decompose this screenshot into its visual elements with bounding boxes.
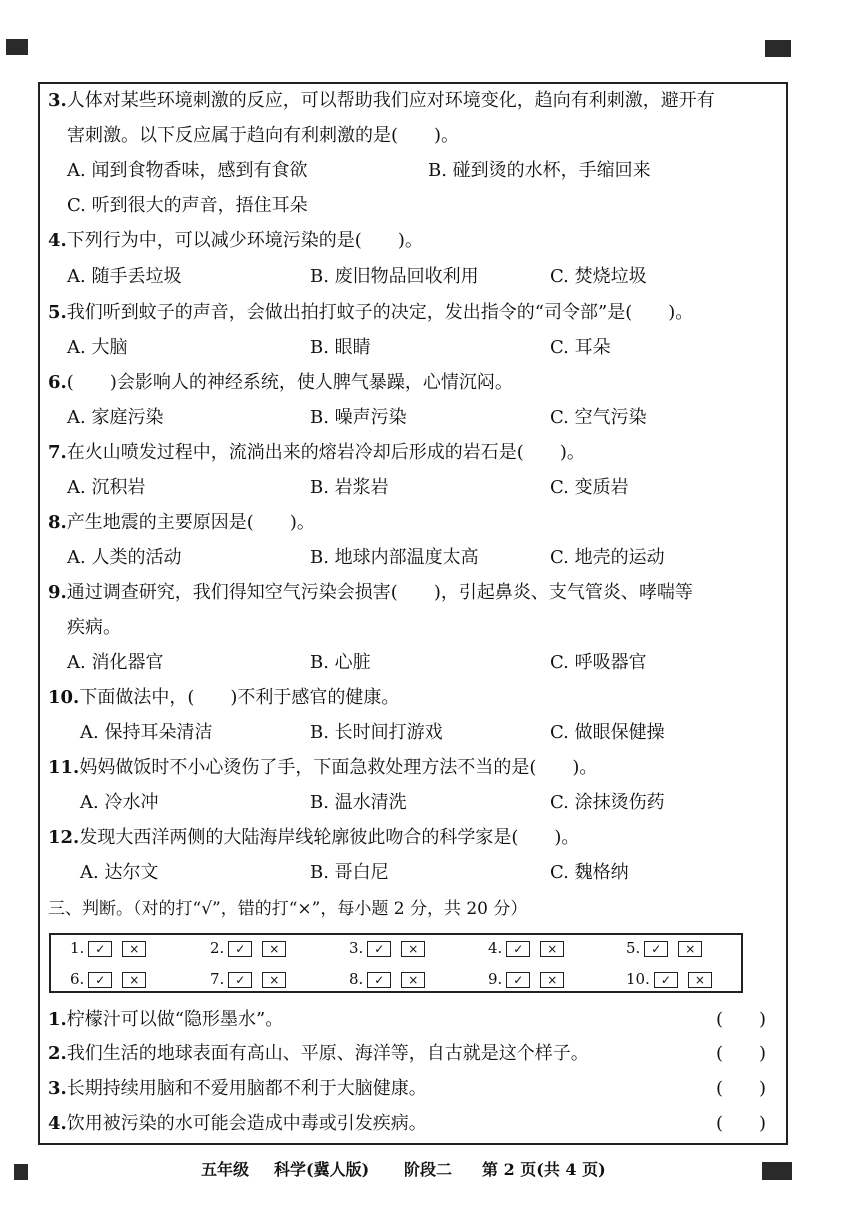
judgment-statement: 3.长期持续用脑和不爱用脑都不利于大脑健康。 <box>48 1078 427 1099</box>
question: 5.我们听到蚊子的声音，会做出拍打蚊子的决定，发出指令的“司令部”是( )。 <box>48 302 694 323</box>
check-box[interactable]: ✓ <box>654 972 678 988</box>
question: 4.下列行为中，可以减少环境污染的是( )。 <box>48 230 423 251</box>
cross-box[interactable]: × <box>540 972 564 988</box>
cross-box[interactable]: × <box>262 972 286 988</box>
cross-box[interactable]: × <box>540 941 564 957</box>
answer-cell: 5. ✓ × <box>626 937 712 959</box>
check-box[interactable]: ✓ <box>506 941 530 957</box>
answer-cell: 3. ✓ × <box>349 937 435 959</box>
question: 3.人体对某些环境刺激的反应，可以帮助我们应对环境变化，趋向有利刺激，避开有 <box>48 90 715 111</box>
option: C. 呼吸器官 <box>550 652 647 673</box>
answer-cell: 10. ✓ × <box>626 968 722 990</box>
option: C. 焚烧垃圾 <box>550 266 647 287</box>
check-box[interactable]: ✓ <box>88 972 112 988</box>
section-title: 三、判断。（对的打“√”，错的打“×”，每小题 2 分，共 20 分） <box>48 899 528 919</box>
check-box[interactable]: ✓ <box>228 972 252 988</box>
option: C. 变质岩 <box>550 477 629 498</box>
footer-stage: 阶段二 <box>404 1160 453 1179</box>
question-continuation: 害刺激。以下反应属于趋向有利刺激的是( )。 <box>67 125 460 146</box>
option: A. 保持耳朵清洁 <box>80 722 213 743</box>
option: A. 闻到食物香味，感到有食欲 <box>67 160 308 181</box>
option: B. 岩浆岩 <box>310 477 389 498</box>
judgment-statement: 2.我们生活的地球表面有高山、平原、海洋等，自古就是这个样子。 <box>48 1043 589 1064</box>
check-box[interactable]: ✓ <box>228 941 252 957</box>
option: A. 人类的活动 <box>67 547 182 568</box>
option: C. 空气污染 <box>550 407 647 428</box>
cross-box[interactable]: × <box>122 972 146 988</box>
judgment-statement: 4.饮用被污染的水可能会造成中毒或引发疾病。 <box>48 1113 427 1134</box>
option: B. 心脏 <box>310 652 371 673</box>
registration-mark <box>14 1164 28 1180</box>
option: C. 耳朵 <box>550 337 611 358</box>
question: 6.( )会影响人的神经系统，使人脾气暴躁，心情沉闷。 <box>48 372 513 393</box>
footer-page: 第 2 页(共 4 页) <box>482 1160 606 1179</box>
option: A. 大脑 <box>67 337 128 358</box>
answer-cell: 1. ✓ × <box>70 937 156 959</box>
question: 8.产生地震的主要原因是( )。 <box>48 512 315 533</box>
check-box[interactable]: ✓ <box>644 941 668 957</box>
check-box[interactable]: ✓ <box>506 972 530 988</box>
cross-box[interactable]: × <box>401 941 425 957</box>
footer-grade: 五年级 <box>201 1160 250 1179</box>
answer-cell: 4. ✓ × <box>488 937 574 959</box>
check-box[interactable]: ✓ <box>367 941 391 957</box>
option: A. 达尔文 <box>80 862 159 883</box>
question: 9.通过调查研究，我们得知空气污染会损害( )，引起鼻炎、支气管炎、哮喘等 <box>48 582 693 603</box>
option: A. 消化器官 <box>67 652 164 673</box>
answer-blank[interactable]: ( ) <box>716 1043 767 1064</box>
option: C. 涂抹烫伤药 <box>550 792 665 813</box>
cross-box[interactable]: × <box>262 941 286 957</box>
option: C. 听到很大的声音，捂住耳朵 <box>67 195 308 216</box>
option: B. 温水清洗 <box>310 792 407 813</box>
question-continuation: 疾病。 <box>67 617 121 638</box>
footer-subject: 科学(冀人版) <box>274 1160 370 1179</box>
answer-blank[interactable]: ( ) <box>716 1009 767 1030</box>
option: C. 魏格纳 <box>550 862 629 883</box>
option: B. 地球内部温度太高 <box>310 547 479 568</box>
answer-blank[interactable]: ( ) <box>716 1113 767 1134</box>
option: A. 随手丢垃圾 <box>67 266 182 287</box>
registration-mark <box>6 39 28 55</box>
option: B. 废旧物品回收利用 <box>310 266 479 287</box>
answer-cell: 6. ✓ × <box>70 968 156 990</box>
question: 7.在火山喷发过程中，流淌出来的熔岩冷却后形成的岩石是( )。 <box>48 442 585 463</box>
option: A. 冷水冲 <box>80 792 159 813</box>
check-box[interactable]: ✓ <box>88 941 112 957</box>
registration-mark <box>765 40 791 57</box>
cross-box[interactable]: × <box>401 972 425 988</box>
question: 12.发现大西洋两侧的大陆海岸线轮廓彼此吻合的科学家是( )。 <box>48 827 580 848</box>
option: B. 碰到烫的水杯，手缩回来 <box>428 160 651 181</box>
answer-blank[interactable]: ( ) <box>716 1078 767 1099</box>
registration-mark <box>762 1162 792 1180</box>
option: B. 哥白尼 <box>310 862 389 883</box>
question: 11.妈妈做饭时不小心烫伤了手，下面急救处理方法不当的是( )。 <box>48 757 598 778</box>
cross-box[interactable]: × <box>122 941 146 957</box>
cross-box[interactable]: × <box>688 972 712 988</box>
answer-cell: 8. ✓ × <box>349 968 435 990</box>
answer-cell: 9. ✓ × <box>488 968 574 990</box>
answer-cell: 7. ✓ × <box>210 968 296 990</box>
option: C. 做眼保健操 <box>550 722 665 743</box>
option: A. 沉积岩 <box>67 477 146 498</box>
answer-cell: 2. ✓ × <box>210 937 296 959</box>
option: B. 长时间打游戏 <box>310 722 443 743</box>
option: B. 眼睛 <box>310 337 371 358</box>
cross-box[interactable]: × <box>678 941 702 957</box>
check-box[interactable]: ✓ <box>367 972 391 988</box>
judgment-statement: 1.柠檬汁可以做“隐形墨水”。 <box>48 1009 284 1030</box>
option: C. 地壳的运动 <box>550 547 665 568</box>
question: 10.下面做法中，( )不利于感官的健康。 <box>48 687 400 708</box>
option: B. 噪声污染 <box>310 407 407 428</box>
option: A. 家庭污染 <box>67 407 164 428</box>
